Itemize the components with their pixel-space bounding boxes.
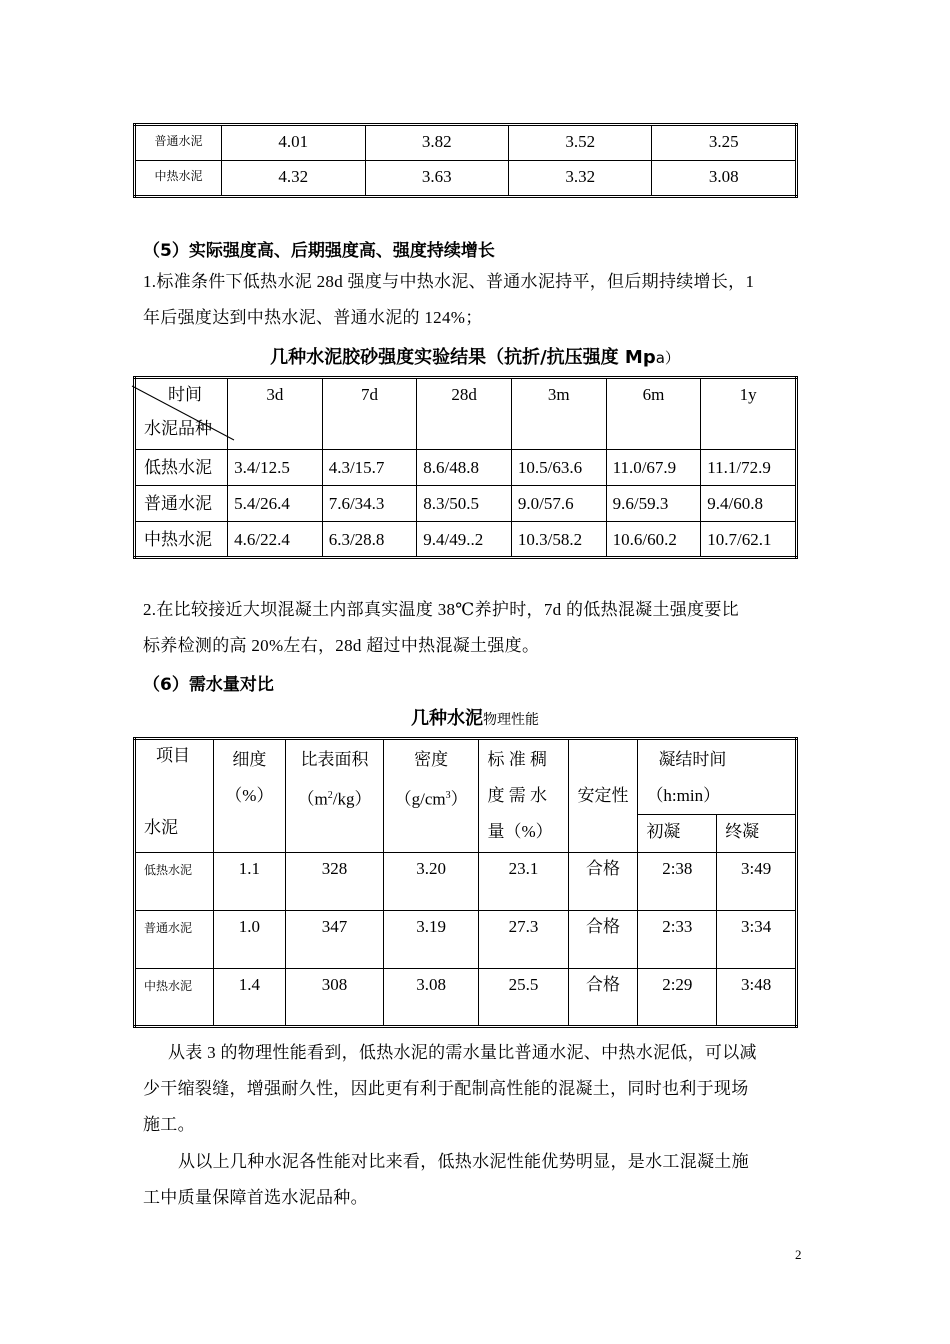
table-cell: 3:49 bbox=[717, 853, 797, 911]
table-cell: 27.3 bbox=[479, 911, 568, 969]
header-unit bbox=[286, 778, 383, 818]
table-cell: 1.1 bbox=[213, 853, 286, 911]
section-6-heading: （6）需水量对比 bbox=[143, 675, 274, 695]
table-cell: 3.08 bbox=[652, 161, 797, 197]
table-cell: 3:48 bbox=[717, 969, 797, 1027]
header-line: 标 准 稠 bbox=[487, 750, 547, 769]
title-rest: 物理性能 bbox=[483, 713, 539, 728]
header-unit: （%） bbox=[225, 786, 274, 805]
header-stability: 安定性 bbox=[568, 739, 638, 853]
column-header: 1y bbox=[701, 378, 797, 450]
column-header: 3d bbox=[228, 378, 323, 450]
table-cell: 11.1/72.9 bbox=[701, 450, 797, 486]
header-label: 比表面积 bbox=[300, 750, 369, 769]
table-cell: 3.32 bbox=[508, 161, 651, 197]
column-header: 7d bbox=[322, 378, 417, 450]
table-row-label: 低热水泥 bbox=[135, 853, 214, 911]
unit-pre: （m bbox=[297, 789, 328, 809]
header-setting-time bbox=[638, 739, 797, 815]
table-row-label: 中热水泥 bbox=[135, 522, 228, 558]
unit-pre: （g/cm bbox=[394, 789, 446, 809]
table-cell: 合格 bbox=[568, 969, 638, 1027]
unit-post: ） bbox=[450, 789, 468, 809]
strength-table-title bbox=[0, 343, 950, 369]
corner-label-top: 时间 bbox=[168, 385, 202, 404]
header-density bbox=[383, 739, 479, 853]
table-cell: 9.4/60.8 bbox=[701, 486, 797, 522]
column-header: 6m bbox=[606, 378, 701, 450]
table-cell: 3:34 bbox=[717, 911, 797, 969]
table-cell: 2:29 bbox=[638, 969, 717, 1027]
table-cell: 4.32 bbox=[222, 161, 365, 197]
physical-table-title bbox=[0, 704, 950, 730]
table-cell: 4.01 bbox=[222, 125, 365, 161]
physical-properties-table bbox=[133, 737, 798, 1028]
paragraph bbox=[143, 1035, 823, 1143]
table-cell: 3.19 bbox=[383, 911, 479, 969]
table-cell: 4.6/22.4 bbox=[228, 522, 323, 558]
header-label: 凝结时间 bbox=[658, 750, 727, 769]
paragraph-line: 施工。 bbox=[143, 1115, 195, 1134]
table-cell: 10.3/58.2 bbox=[511, 522, 606, 558]
table-cell: 合格 bbox=[568, 911, 638, 969]
table-cell: 23.1 bbox=[479, 853, 568, 911]
unit-post: /kg） bbox=[332, 789, 372, 809]
table-cell: 5.4/26.4 bbox=[228, 486, 323, 522]
table-cell: 9.0/57.6 bbox=[511, 486, 606, 522]
table-cell: 4.3/15.7 bbox=[322, 450, 417, 486]
table-cell: 9.4/49..2 bbox=[417, 522, 512, 558]
table-cell: 2:33 bbox=[638, 911, 717, 969]
paragraph-line: 年后强度达到中热水泥、普通水泥的 124%； bbox=[143, 308, 483, 327]
header-surface-area bbox=[286, 739, 384, 853]
header-final-set: 终凝 bbox=[717, 815, 797, 853]
table-cell: 1.0 bbox=[213, 911, 286, 969]
paragraph bbox=[143, 1144, 823, 1216]
title-bold: 几种水泥 bbox=[411, 708, 483, 729]
header-item bbox=[135, 739, 214, 853]
table-cell: 10.5/63.6 bbox=[511, 450, 606, 486]
table-cell: 3.25 bbox=[652, 125, 797, 161]
paragraph-line: 2.在比较接近大坝混凝土内部真实温度 38℃养护时，7d 的低热混凝土强度要比 bbox=[143, 600, 739, 619]
title-text: 几种水泥胶砂强度实验结果（抗折/抗压强度 Mp bbox=[270, 347, 656, 368]
table-cell: 10.6/60.2 bbox=[606, 522, 701, 558]
header-unit bbox=[384, 778, 479, 818]
title-suffix: a） bbox=[655, 349, 680, 367]
table-cell: 10.7/62.1 bbox=[701, 522, 797, 558]
header-label: 细度 bbox=[232, 750, 267, 769]
table-cell: 3.08 bbox=[383, 969, 479, 1027]
table-cell: 6.3/28.8 bbox=[322, 522, 417, 558]
table-cell: 3.82 bbox=[365, 125, 508, 161]
table-cell: 3.63 bbox=[365, 161, 508, 197]
table-cell: 328 bbox=[286, 853, 384, 911]
unit-sup: 3 bbox=[445, 790, 451, 801]
table-cell: 25.5 bbox=[479, 969, 568, 1027]
page-number: 2 bbox=[795, 1247, 802, 1262]
table-cell: 8.3/50.5 bbox=[417, 486, 512, 522]
table-cell: 2:38 bbox=[638, 853, 717, 911]
table-cell: 347 bbox=[286, 911, 384, 969]
paragraph-line: 少干缩裂缝，增强耐久性，因此更有利于配制高性能的混凝土，同时也利于现场 bbox=[143, 1079, 749, 1098]
corner-label-bottom: 水泥品种 bbox=[144, 419, 212, 438]
header-line: 度 需 水 bbox=[487, 786, 547, 805]
unit-sup: 2 bbox=[327, 790, 333, 801]
paragraph-line: 从以上几种水泥各性能对比来看，低热水泥性能优势明显，是水工混凝土施 bbox=[178, 1152, 749, 1171]
table-cell: 9.6/59.3 bbox=[606, 486, 701, 522]
paragraph bbox=[143, 264, 823, 336]
table-row-label: 低热水泥 bbox=[135, 450, 228, 486]
table-row-label: 普通水泥 bbox=[135, 911, 214, 969]
table-cell: 8.6/48.8 bbox=[417, 450, 512, 486]
corner-diagonal-line bbox=[128, 380, 238, 444]
header-unit: （h:min） bbox=[646, 786, 721, 805]
header-item-bottom: 水泥 bbox=[144, 818, 178, 837]
header-item-top: 项目 bbox=[156, 746, 190, 765]
paragraph bbox=[143, 592, 823, 664]
table-row-label: 中热水泥 bbox=[135, 161, 222, 197]
header-line: 量（%） bbox=[487, 822, 553, 841]
table-cell: 3.20 bbox=[383, 853, 479, 911]
table-cell: 3.52 bbox=[508, 125, 651, 161]
section-5-heading: （5）实际强度高、后期强度高、强度持续增长 bbox=[143, 241, 495, 261]
table-cell: 1.4 bbox=[213, 969, 286, 1027]
table-cell: 308 bbox=[286, 969, 384, 1027]
header-initial-set: 初凝 bbox=[638, 815, 717, 853]
table-cell: 合格 bbox=[568, 853, 638, 911]
header-fineness bbox=[213, 739, 286, 853]
table-row-label: 普通水泥 bbox=[135, 486, 228, 522]
paragraph-line: 工中质量保障首选水泥品种。 bbox=[143, 1188, 368, 1207]
table-row-label: 中热水泥 bbox=[135, 969, 214, 1027]
table-row-label: 普通水泥 bbox=[135, 125, 222, 161]
paragraph-line: 从表 3 的物理性能看到，低热水泥的需水量比普通水泥、中热水泥低，可以减 bbox=[168, 1043, 757, 1062]
top-strength-table bbox=[133, 123, 798, 198]
column-header: 3m bbox=[511, 378, 606, 450]
table-cell: 11.0/67.9 bbox=[606, 450, 701, 486]
header-water-demand bbox=[479, 739, 568, 853]
header-label: 密度 bbox=[414, 750, 449, 769]
table-cell: 7.6/34.3 bbox=[322, 486, 417, 522]
paragraph-line: 1.标准条件下低热水泥 28d 强度与中热水泥、普通水泥持平，但后期持续增长，1 bbox=[143, 272, 755, 291]
column-header: 28d bbox=[417, 378, 512, 450]
paragraph-line: 标养检测的高 20%左右，28d 超过中热混凝土强度。 bbox=[143, 636, 540, 655]
table-cell: 3.4/12.5 bbox=[228, 450, 323, 486]
